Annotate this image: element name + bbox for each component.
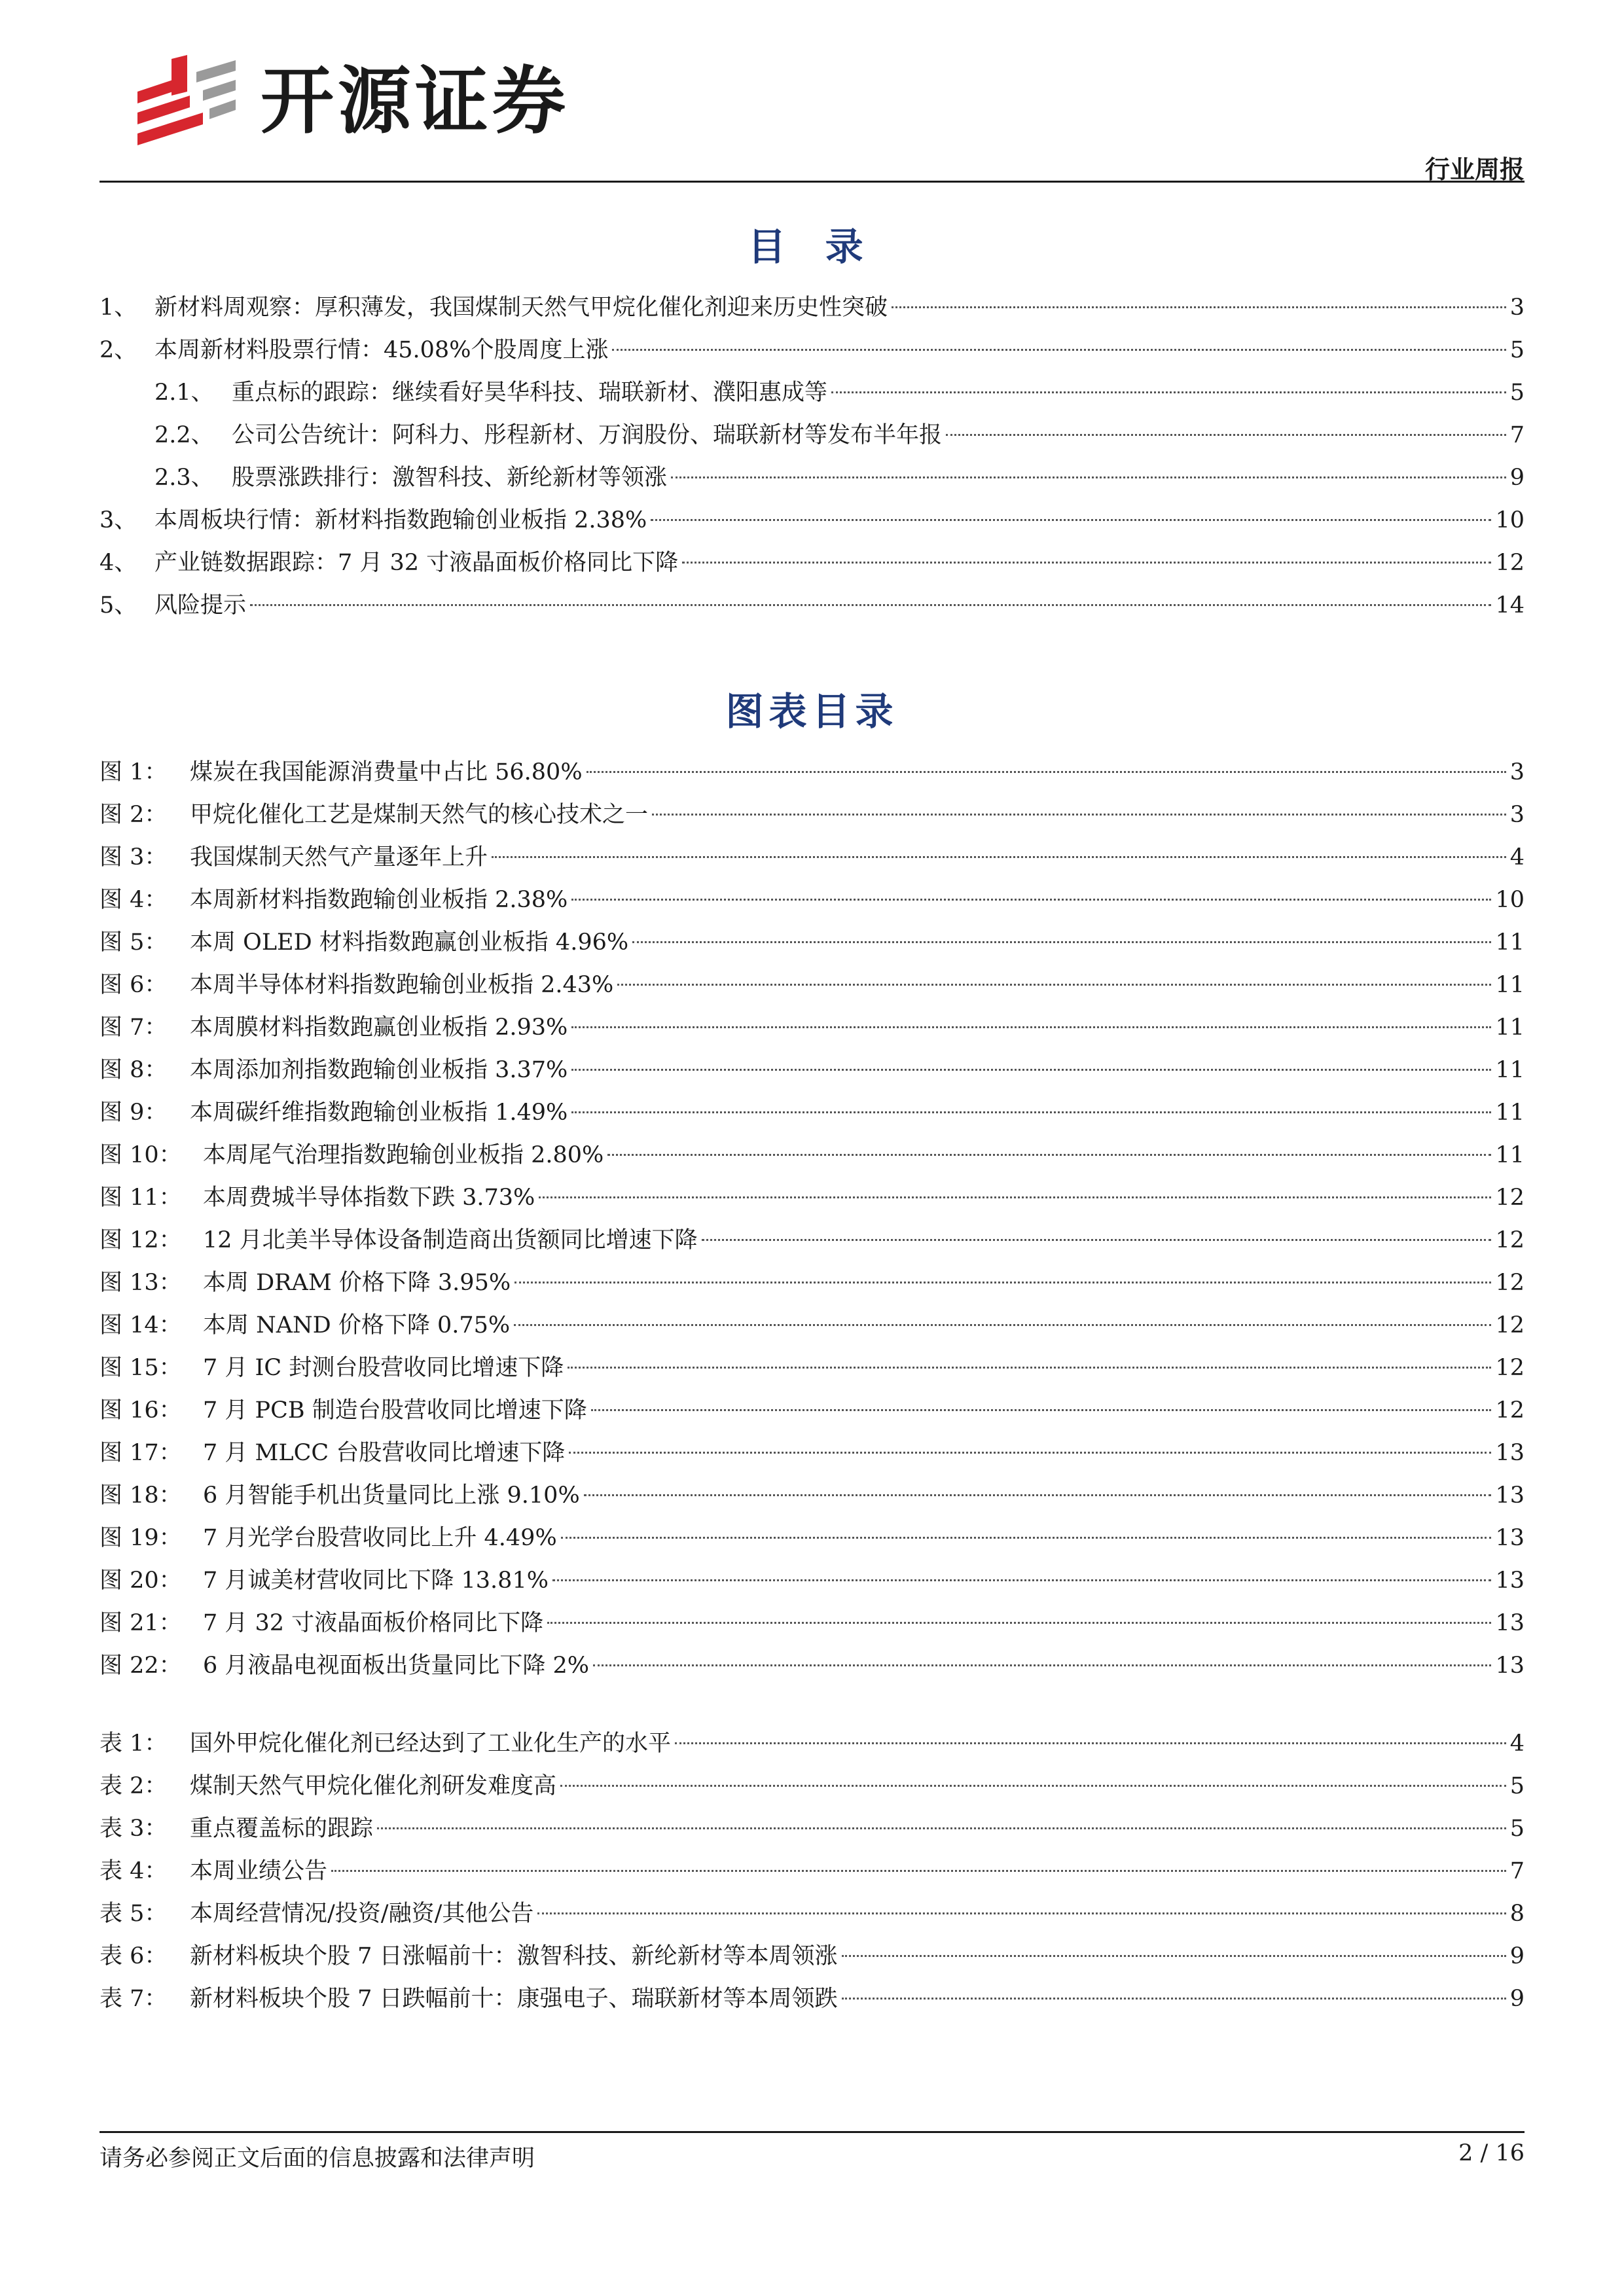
- figure-entry[interactable]: [99, 1602, 1525, 1645]
- figure-page: 11: [1495, 1100, 1525, 1126]
- toc-entry[interactable]: [99, 499, 1525, 542]
- toc-title: 目 录: [748, 224, 876, 269]
- figure-number: 图 20：: [99, 1568, 182, 1594]
- toc-entry-title: 新材料周观察：厚积薄发，我国煤制天然气甲烷化催化剂迎来历史性突破: [154, 295, 888, 321]
- dot-leader: [547, 1622, 1491, 1624]
- dot-leader: [561, 1537, 1492, 1539]
- figure-number: 图 16：: [99, 1397, 182, 1424]
- figure-entry[interactable]: [99, 922, 1525, 964]
- figure-page: 13: [1495, 1482, 1525, 1509]
- dot-leader: [584, 1494, 1492, 1496]
- toc-entry-number: 2.2、: [154, 422, 214, 448]
- figure-number: 图 5：: [99, 929, 168, 956]
- dot-leader: [568, 1367, 1491, 1369]
- toc-entry[interactable]: [99, 584, 1525, 627]
- figure-title: 本周添加剂指数跑输创业板指 3.37%: [190, 1057, 568, 1083]
- toc-entry-page: 10: [1495, 507, 1525, 533]
- figure-entry[interactable]: [99, 1134, 1525, 1177]
- figure-title: 7 月 MLCC 台股营收同比增速下降: [203, 1440, 566, 1466]
- toc-entry[interactable]: [99, 287, 1525, 329]
- dot-leader: [617, 984, 1491, 986]
- table-entry[interactable]: [99, 1850, 1525, 1893]
- table-entry[interactable]: [99, 1723, 1525, 1765]
- figure-entry[interactable]: [99, 1432, 1525, 1475]
- toc-subentry[interactable]: [99, 457, 1525, 499]
- dot-leader: [250, 604, 1491, 606]
- dot-leader: [675, 1742, 1506, 1744]
- toc-entry-title: 重点标的跟踪：继续看好昊华科技、瑞联新材、濮阳惠成等: [232, 380, 828, 406]
- dot-leader: [514, 1324, 1491, 1326]
- brand-logo: [131, 46, 602, 157]
- table-number: 表 3：: [99, 1816, 168, 1842]
- toc-entry-number: 2.1、: [154, 380, 214, 406]
- table-title: 本周业绩公告: [190, 1858, 328, 1884]
- dot-leader: [892, 306, 1506, 308]
- figure-entry[interactable]: [99, 1219, 1525, 1262]
- table-number: 表 4：: [99, 1858, 168, 1884]
- table-page: 8: [1509, 1901, 1525, 1927]
- table-page: 9: [1509, 1943, 1525, 1969]
- figure-number: 图 12：: [99, 1227, 182, 1253]
- figure-number: 图 10：: [99, 1142, 182, 1168]
- table-title: 重点覆盖标的跟踪: [190, 1816, 374, 1842]
- figure-number: 图 11：: [99, 1185, 182, 1211]
- figure-entry[interactable]: [99, 1049, 1525, 1092]
- figure-title: 本周新材料指数跑输创业板指 2.38%: [190, 887, 568, 913]
- table-entry[interactable]: [99, 1978, 1525, 2020]
- figure-title: 本周半导体材料指数跑输创业板指 2.43%: [190, 972, 614, 998]
- dot-leader: [652, 814, 1506, 816]
- table-page: 5: [1509, 1816, 1525, 1842]
- toc-entry-page: 12: [1495, 550, 1525, 576]
- toc-entry-page: 9: [1509, 465, 1525, 491]
- toc-entry-number: 2、: [99, 337, 137, 363]
- figure-page: 11: [1495, 929, 1525, 956]
- figure-number: 图 1：: [99, 759, 168, 785]
- toc-entry-page: 14: [1495, 592, 1525, 619]
- toc-entry-title: 本周板块行情：新材料指数跑输创业板指 2.38%: [154, 507, 647, 533]
- figure-number: 图 15：: [99, 1355, 182, 1381]
- toc-entry-title: 产业链数据跟踪：7 月 32 寸液晶面板价格同比下降: [154, 550, 679, 576]
- figure-title: 本周费城半导体指数下跌 3.73%: [203, 1185, 535, 1211]
- logo-icon: [131, 52, 242, 151]
- dot-leader: [831, 391, 1506, 393]
- tables-list: [99, 1723, 1525, 2020]
- figure-title: 6 月液晶电视面板出货量同比下降 2%: [203, 1653, 590, 1679]
- dot-leader: [571, 1069, 1491, 1071]
- dot-leader: [842, 1998, 1506, 2000]
- figure-title: 我国煤制天然气产量逐年上升: [190, 844, 488, 870]
- toc-entry-page: 5: [1509, 337, 1525, 363]
- dot-leader: [671, 476, 1506, 478]
- figure-page: 13: [1495, 1610, 1525, 1636]
- dot-leader: [607, 1154, 1491, 1156]
- figure-number: 图 8：: [99, 1057, 168, 1083]
- dot-leader: [377, 1827, 1506, 1829]
- table-entry[interactable]: [99, 1808, 1525, 1850]
- toc-entry-title: 风险提示: [154, 592, 247, 619]
- figure-title: 甲烷化催化工艺是煤制天然气的核心技术之一: [190, 802, 649, 828]
- figure-number: 图 18：: [99, 1482, 182, 1509]
- table-title: 新材料板块个股 7 日跌幅前十：康强电子、瑞联新材等本周领跌: [190, 1986, 838, 2012]
- table-number: 表 7：: [99, 1986, 168, 2012]
- figure-title: 本周 DRAM 价格下降 3.95%: [203, 1270, 511, 1296]
- figure-number: 图 4：: [99, 887, 168, 913]
- figure-page: 13: [1495, 1525, 1525, 1551]
- toc-entry-title: 股票涨跌排行：激智科技、新纶新材等领涨: [232, 465, 668, 491]
- dot-leader: [537, 1912, 1506, 1914]
- footer-divider: [99, 2131, 1525, 2133]
- figure-title: 7 月 IC 封测台股营收同比增速下降: [203, 1355, 564, 1381]
- table-number: 表 1：: [99, 1731, 168, 1757]
- figure-page: 3: [1509, 802, 1525, 828]
- figure-entry[interactable]: [99, 1390, 1525, 1432]
- table-title: 国外甲烷化催化剂已经达到了工业化生产的水平: [190, 1731, 672, 1757]
- dot-leader: [571, 1026, 1491, 1028]
- figure-title: 本周 NAND 价格下降 0.75%: [203, 1312, 511, 1338]
- table-number: 表 5：: [99, 1901, 168, 1927]
- figure-page: 13: [1495, 1440, 1525, 1466]
- figure-entry[interactable]: [99, 794, 1525, 836]
- figure-title: 7 月光学台股营收同比上升 4.49%: [203, 1525, 557, 1551]
- toc-entry-page: 3: [1509, 295, 1525, 321]
- figure-title: 本周 OLED 材料指数跑赢创业板指 4.96%: [190, 929, 629, 956]
- table-page: 5: [1509, 1773, 1525, 1799]
- figures-list: [99, 751, 1525, 1687]
- figure-page: 11: [1495, 972, 1525, 998]
- figure-number: 图 19：: [99, 1525, 182, 1551]
- dot-leader: [331, 1870, 1506, 1872]
- figure-page: 13: [1495, 1653, 1525, 1679]
- table-title: 本周经营情况/投资/融资/其他公告: [190, 1901, 534, 1927]
- figure-title: 本周膜材料指数跑赢创业板指 2.93%: [190, 1014, 568, 1041]
- figure-entry[interactable]: [99, 836, 1525, 879]
- table-title: 煤制天然气甲烷化催化剂研发难度高: [190, 1773, 557, 1799]
- figure-title: 6 月智能手机出货量同比上涨 9.10%: [203, 1482, 580, 1509]
- figure-entry[interactable]: [99, 1007, 1525, 1049]
- toc-list: [99, 287, 1525, 627]
- header-divider: [99, 181, 1525, 183]
- figure-page: 13: [1495, 1568, 1525, 1594]
- dot-leader: [586, 771, 1506, 773]
- figure-page: 12: [1495, 1355, 1525, 1381]
- toc-entry-title: 公司公告统计：阿科力、彤程新材、万润股份、瑞联新材等发布半年报: [232, 422, 943, 448]
- figure-entry[interactable]: [99, 1560, 1525, 1602]
- figure-entry[interactable]: [99, 1304, 1525, 1347]
- figure-title: 煤炭在我国能源消费量中占比 56.80%: [190, 759, 583, 785]
- figure-number: 图 21：: [99, 1610, 182, 1636]
- dot-leader: [651, 519, 1491, 521]
- dot-leader: [702, 1239, 1492, 1241]
- figure-title: 本周尾气治理指数跑输创业板指 2.80%: [203, 1142, 604, 1168]
- toc-entry-page: 5: [1509, 380, 1525, 406]
- figures-toc-title: 图表目录: [725, 689, 899, 734]
- toc-entry-number: 2.3、: [154, 465, 214, 491]
- dot-leader: [514, 1282, 1491, 1283]
- figure-page: 12: [1495, 1270, 1525, 1296]
- figure-number: 图 7：: [99, 1014, 168, 1041]
- toc-entry-number: 3、: [99, 507, 137, 533]
- dot-leader: [571, 899, 1491, 901]
- table-entry[interactable]: [99, 1893, 1525, 1935]
- figure-entry[interactable]: [99, 964, 1525, 1007]
- dot-leader: [632, 941, 1491, 943]
- figure-entry[interactable]: [99, 1475, 1525, 1517]
- dot-leader: [946, 434, 1506, 436]
- document-type: 行业周报: [1424, 155, 1525, 184]
- figure-entry[interactable]: [99, 1092, 1525, 1134]
- dot-leader: [612, 349, 1506, 351]
- figure-title: 7 月诚美材营收同比下降 13.81%: [203, 1568, 549, 1594]
- dot-leader: [539, 1196, 1491, 1198]
- figure-page: 11: [1495, 1057, 1525, 1083]
- toc-entry-number: 1、: [99, 295, 137, 321]
- figure-title: 7 月 32 寸液晶面板价格同比下降: [203, 1610, 544, 1636]
- toc-entry[interactable]: [99, 329, 1525, 372]
- figure-number: 图 3：: [99, 844, 168, 870]
- figure-entry[interactable]: [99, 879, 1525, 922]
- table-entry[interactable]: [99, 1765, 1525, 1808]
- dot-leader: [842, 1955, 1506, 1957]
- figure-page: 3: [1509, 759, 1525, 785]
- dot-leader: [682, 562, 1491, 564]
- figure-number: 图 13：: [99, 1270, 182, 1296]
- figure-number: 图 14：: [99, 1312, 182, 1338]
- table-page: 4: [1509, 1731, 1525, 1757]
- dot-leader: [591, 1409, 1492, 1411]
- brand-name: 开源证券: [261, 59, 569, 144]
- footer-disclaimer: 请务必参阅正文后面的信息披露和法律声明: [99, 2145, 535, 2172]
- figure-page: 12: [1495, 1312, 1525, 1338]
- figure-page: 12: [1495, 1227, 1525, 1253]
- figure-entry[interactable]: [99, 1645, 1525, 1687]
- toc-entry-number: 4、: [99, 550, 137, 576]
- table-entry[interactable]: [99, 1935, 1525, 1978]
- figure-number: 图 22：: [99, 1653, 182, 1679]
- toc-entry-title: 本周新材料股票行情：45.08%个股周度上涨: [154, 337, 609, 363]
- table-number: 表 2：: [99, 1773, 168, 1799]
- figure-number: 图 17：: [99, 1440, 182, 1466]
- dot-leader: [492, 856, 1506, 858]
- figure-number: 图 6：: [99, 972, 168, 998]
- figure-page: 11: [1495, 1014, 1525, 1041]
- figure-entry[interactable]: [99, 1177, 1525, 1219]
- toc-subentry[interactable]: [99, 372, 1525, 414]
- figure-number: 图 9：: [99, 1100, 168, 1126]
- toc-subentry[interactable]: [99, 414, 1525, 457]
- dot-leader: [560, 1785, 1506, 1787]
- toc-entry-number: 5、: [99, 592, 137, 619]
- figure-page: 12: [1495, 1185, 1525, 1211]
- figure-page: 4: [1509, 844, 1525, 870]
- figure-entry[interactable]: [99, 1262, 1525, 1304]
- figure-number: 图 2：: [99, 802, 168, 828]
- figure-entry[interactable]: [99, 1347, 1525, 1390]
- dot-leader: [552, 1579, 1491, 1581]
- dot-leader: [571, 1111, 1491, 1113]
- toc-entry-page: 7: [1509, 422, 1525, 448]
- dot-leader: [569, 1452, 1491, 1454]
- figure-page: 10: [1495, 887, 1525, 913]
- figure-page: 12: [1495, 1397, 1525, 1424]
- figure-page: 11: [1495, 1142, 1525, 1168]
- table-page: 9: [1509, 1986, 1525, 2012]
- table-title: 新材料板块个股 7 日涨幅前十：激智科技、新纶新材等本周领涨: [190, 1943, 838, 1969]
- figure-entry[interactable]: [99, 1517, 1525, 1560]
- figure-title: 本周碳纤维指数跑输创业板指 1.49%: [190, 1100, 568, 1126]
- table-number: 表 6：: [99, 1943, 168, 1969]
- page-number: 2 / 16: [1458, 2140, 1525, 2166]
- dot-leader: [593, 1664, 1491, 1666]
- figure-title: 12 月北美半导体设备制造商出货额同比增速下降: [203, 1227, 698, 1253]
- table-page: 7: [1509, 1858, 1525, 1884]
- figure-title: 7 月 PCB 制造台股营收同比增速下降: [203, 1397, 587, 1424]
- figure-entry[interactable]: [99, 751, 1525, 794]
- toc-entry[interactable]: [99, 542, 1525, 584]
